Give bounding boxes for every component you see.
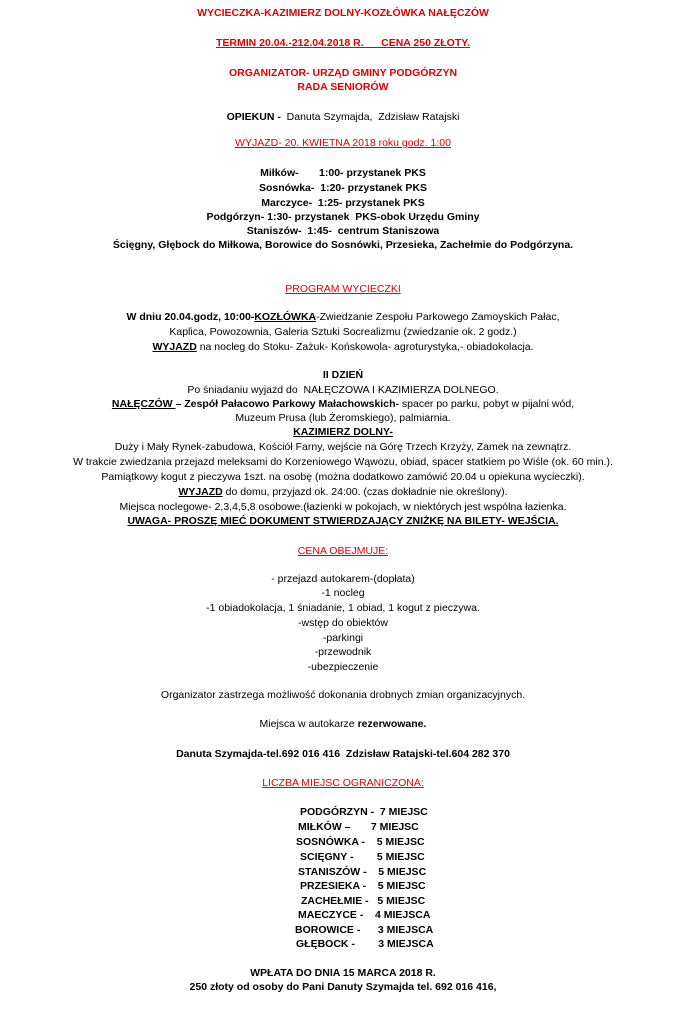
limit-row: SCIĘGNY - 5 MIEJSC: [300, 851, 425, 863]
program-day2-line8: [0, 485, 686, 499]
price-item: -wstęp do obiektów: [298, 617, 388, 629]
program-warning: UWAGA- PROSZĘ MIEĆ DOKUMENT STWIERDZAJĄCY ZNIŻKĘ NA BILETY- WEJŚCIA.: [127, 515, 559, 527]
limit-row: MIŁKÓW – 7 MIEJSC: [298, 821, 419, 833]
stop-podgorzyn: Podgórzyn- 1:30- przystanek PKS-obok Urzędu Gminy: [206, 211, 480, 223]
price-item: -przewodnik: [314, 646, 372, 658]
price-item: - przejazd autokarem-(dopłata): [271, 573, 415, 585]
price-item: -ubezpieczenie: [307, 661, 379, 673]
program-day2-line2: [0, 397, 686, 411]
price-heading: CENA OBEJMUJE:: [297, 545, 389, 557]
guardian-names: Danuta Szymajda, Zdzisław Ratajski: [283, 111, 460, 123]
seats-note: [0, 717, 686, 731]
stop-milkow: Miłków- 1:00- przystanek PKS: [260, 167, 426, 179]
day1-date: W dniu 20.04.godz, 10:00-: [126, 311, 255, 323]
limit-row: GŁĘBOCK - 3 MIEJSCA: [296, 938, 434, 950]
program-day2-heading: II DZIEŃ: [322, 369, 364, 381]
program-day1-line2: Kaplica, Powozownia, Galeria Sztuki Socrealizmu (zwiedzanie ok. 2 godz.): [169, 326, 517, 338]
contacts-line: Danuta Szymajda-tel.692 016 416 Zdzisław Ratajski-tel.604 282 370: [176, 748, 510, 760]
day1-description: -Zwiedzanie Zespołu Parkowego Zamoyskich Pałac,: [316, 311, 560, 323]
program-day1-line3: [0, 340, 686, 354]
program-day2-line7: Pamiątkowy kogut z pieczywa 1szt. na osobę (można dodatkowo zamówić 20.04 u opiekuna wycieczki).: [101, 471, 585, 483]
trip-term-price: TERMIN 20.04.-212.04.2018 R. CENA 250 ZŁOTY.: [215, 37, 471, 49]
departure-line: WYJAZD- 20. KWIETNA 2018 roku godz. 1:00: [235, 137, 451, 149]
program-day2-line9: Miejsca noclegowe- 2,3,4,5,8 osobowe.(łazienki w pokojach, w niektórych jest wspólna łazienka.: [119, 501, 567, 513]
payment-deadline: WPŁATA DO DNIA 15 MARCA 2018 R.: [250, 967, 436, 979]
day2-naleczow: NAŁĘCZÓW: [111, 398, 176, 410]
day2-return: do domu, przyjazd ok. 24:00. (czas dokładnie nie określony).: [222, 486, 508, 498]
limit-row: STANISZÓW - 5 MIEJSC: [298, 866, 427, 878]
seats-prefix: Miejsca w autokarze: [259, 718, 358, 730]
stop-marczyce: Marczyce- 1:25- przystanek PKS: [261, 197, 425, 209]
day1-overnight: na nocleg do Stoku- Zażuk- Końskowola- agroturystyka,- obiadokolacja.: [196, 341, 534, 353]
program-day2-line3: Muzeum Prusa (lub Żeromskiego), palmiarnia.: [235, 412, 451, 424]
stop-staniszow: Staniszów- 1:45- centrum Staniszowa: [246, 225, 440, 237]
organizer-line-2: RADA SENIORÓW: [297, 81, 389, 93]
program-day2-line1: Po śniadaniu wyjazd do NAŁĘCZOWA I KAZIMIERZA DOLNEGO.: [187, 384, 499, 396]
guardian-line: [0, 110, 686, 124]
limit-row: PRZESIEKA - 5 MIEJSC: [300, 880, 426, 892]
seats-reserved: rezerwowane.: [357, 718, 427, 730]
guardian-label: OPIEKUN -: [226, 111, 284, 123]
limits-heading: LICZBA MIEJSC OGRANICZONA:: [262, 777, 424, 789]
program-heading: PROGRAM WYCIECZKI: [285, 283, 401, 295]
day2-naleczow-rest: spacer po parku, pobyt w pijalni wód,: [398, 398, 575, 410]
document-title: WYCIECZKA-KAZIMIERZ DOLNY-KOZŁÓWKA NAŁĘCZÓW: [197, 7, 489, 19]
limit-row: PODGÓRZYN - 7 MIEJSC: [300, 806, 428, 818]
day1-place: KOZŁÓWKA: [254, 311, 317, 323]
day2-wyjazd: WYJAZD: [178, 486, 223, 498]
day2-naleczow-complex: – Zespół Pałacowo Parkowy Małachowskich-: [175, 398, 399, 410]
limit-row: ZACHEŁMIE - 5 MIEJSC: [301, 895, 426, 907]
program-day2-kazimierz: KAZIMIERZ DOLNY-: [293, 426, 393, 438]
price-item: -1 obiadokolacja, 1 śniadanie, 1 obiad, 1 kogut z pieczywa.: [206, 602, 480, 614]
program-day2-line6: W trakcie zwiedzania przejazd meleksami do Korzeniowego Wąwozu, obiad, spacer statkiem po Wiśle (ok. 60 min.).: [73, 456, 613, 468]
price-item: -parkingi: [322, 632, 364, 644]
price-item: -1 nocleg: [321, 587, 365, 599]
limit-row: SOSNÓWKA - 5 MIEJSC: [296, 836, 425, 848]
organizer-line-1: ORGANIZATOR- URZĄD GMINY PODGÓRZYN: [228, 67, 458, 79]
stop-sosnowka: Sosnówka- 1:20- przystanek PKS: [258, 182, 428, 194]
stop-others: Ścięgny, Głębock do Miłkowa, Borowice do Sosnówki, Przesieka, Zachełmie do Podgórzyna.: [112, 239, 574, 251]
limit-row: MAECZYCE - 4 MIEJSCA: [298, 909, 431, 921]
payment-details: 250 złoty od osoby do Pani Danuty Szymajda tel. 692 016 416,: [189, 981, 497, 993]
changes-note: Organizator zastrzega możliwość dokonania drobnych zmian organizacyjnych.: [160, 689, 526, 701]
program-day2-line5: Duży i Mały Rynek-zabudowa, Kościół Farny, wejście na Górę Trzech Krzyży, Zamek na zewnątrz.: [114, 441, 572, 453]
program-day1-line1: [0, 310, 686, 324]
limit-row: BOROWICE - 3 MIEJSCA: [295, 924, 434, 936]
day1-wyjazd: WYJAZD: [152, 341, 197, 353]
